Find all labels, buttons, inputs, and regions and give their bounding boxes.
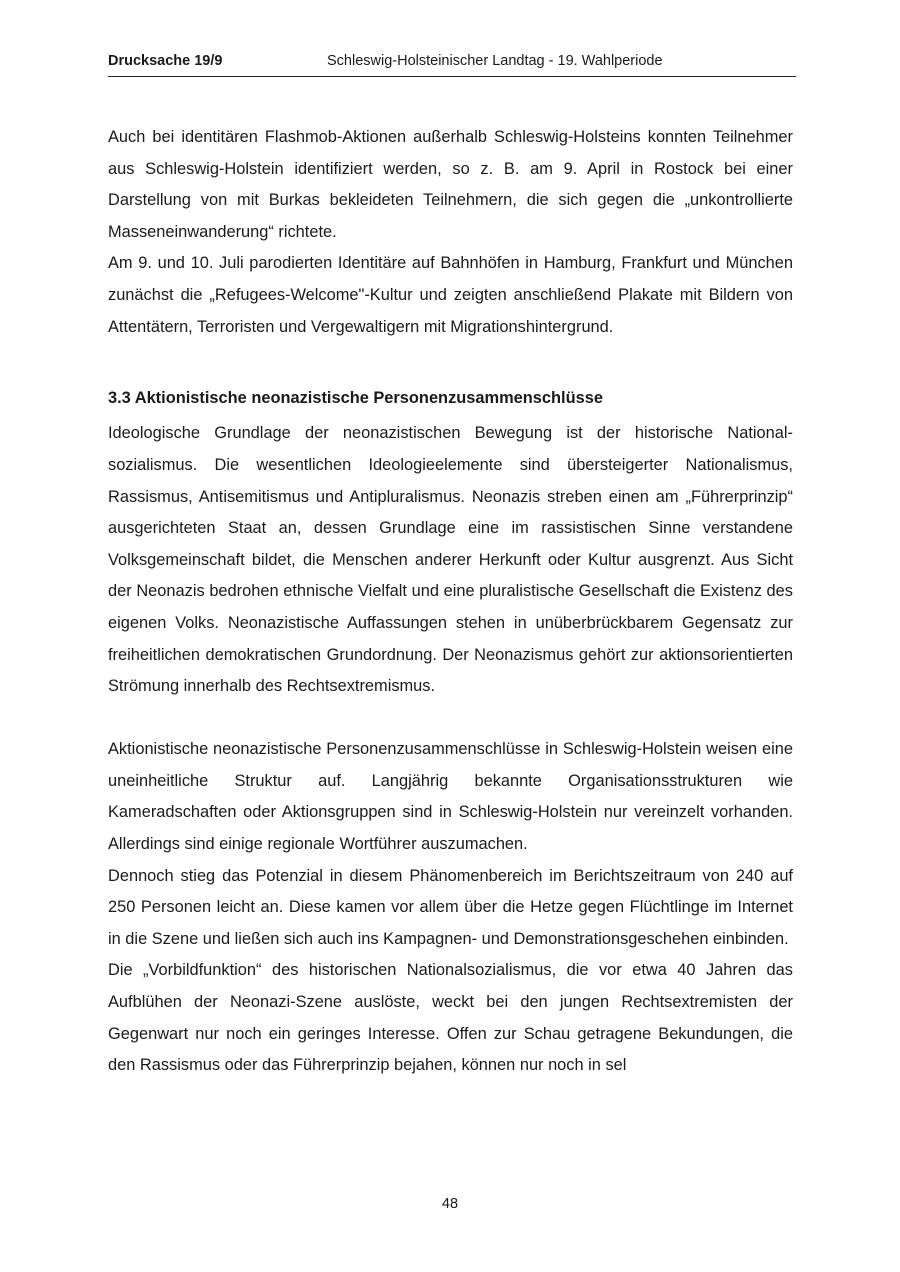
page-body [108,122,793,1082]
document-number: Drucksache 19/9 [108,53,223,69]
paragraph-structure: Aktionistische neonazistische Personenzusammenschlüsse in Schleswig-Holstein weisen eine uneinheitliche Struktur auf. Langjährig bekannte Organisationsstrukturen wie Kameradschaften oder Aktionsgruppen sind in Schleswig-Holstein nur vereinzelt vorhanden. Allerdings sind einige regionale Wortführer auszumachen. [108,740,793,854]
paragraph-potential: Dennoch stieg das Potenzial in diesem Phänomenbereich im Berichtszeitraum von 240 auf 250 Personen leicht an. Diese kamen vor allem über die Hetze gegen Flüchtlinge im Internet in die Szene und ließen sich auch ins Kampagnen- und Demonstrationsgeschehen einbinden. [108,866,793,948]
section-heading: 3.3 Aktionistische neonazistische Personenzusammenschlüsse [108,388,603,407]
header-title: Schleswig-Holsteinischer Landtag - 19. Wahlperiode [327,53,663,69]
spacer [108,703,793,735]
page-header [108,50,796,77]
paragraph-july-actions: Am 9. und 10. Juli parodierten Identitäre auf Bahnhöfen in Hamburg, Frankfurt und München zunächst die „Refugees-Welcome"-Kultur und zeigten anschließend Plakate mit Bildern von Attentätern, Terroristen und Vergewaltigern mit Migrationshintergrund. [108,254,793,336]
spacer [108,343,793,375]
page-number: 48 [441,1196,459,1212]
paragraph-flashmob: Auch bei identitären Flashmob-Aktionen außerhalb Schleswig-Holsteins konnten Teilnehmer aus Schleswig-Holstein identifiziert werden, so z. B. am 9. April in Rostock bei einer Darstellung von mit Burkas bekleideten Teilnehmern, die sich gegen die „unkontrollierte Masseneinwanderung“ richtete. [108,128,793,241]
paragraph-role-model: Die „Vorbildfunktion“ des historischen Nationalsozialismus, die vor etwa 40 Jahren das Aufblühen der Neonazi-Szene auslöste, weckt bei den jungen Rechtsextremisten der Gegenwart nur noch ein geringes Interesse. Offen zur Schau getragene Bekundungen, die den Rassismus oder das Führerprinzip bejahen, können nur noch in sel [108,961,793,1075]
paragraph-ideology: Ideologische Grundlage der neonazistischen Bewegung ist der historische Nationalsozialismus. Die wesentlichen Ideologieelemente sind übersteigerter Nationalismus, Rassismus, Antisemitismus und Antipluralismus. Neonazis streben einen am „Führerprinzip“ ausgerichteten Staat an, dessen Grundlage eine im rassistischen Sinne verstandene Volksgemeinschaft bildet, die Menschen anderer Herkunft oder Kultur ausgrenzt. Aus Sicht der Neonazis bedrohen ethnische Vielfalt und eine pluralistische Gesellschaft die Existenz des eigenen Volks. Neonazistische Auffassungen stehen in unüberbrückbarem Gegensatz zur freiheitlichen demokratischen Grundordnung. Der Neonazismus gehört zur aktionsorientierten Strömung innerhalb des Rechtsextremismus. [108,424,793,696]
